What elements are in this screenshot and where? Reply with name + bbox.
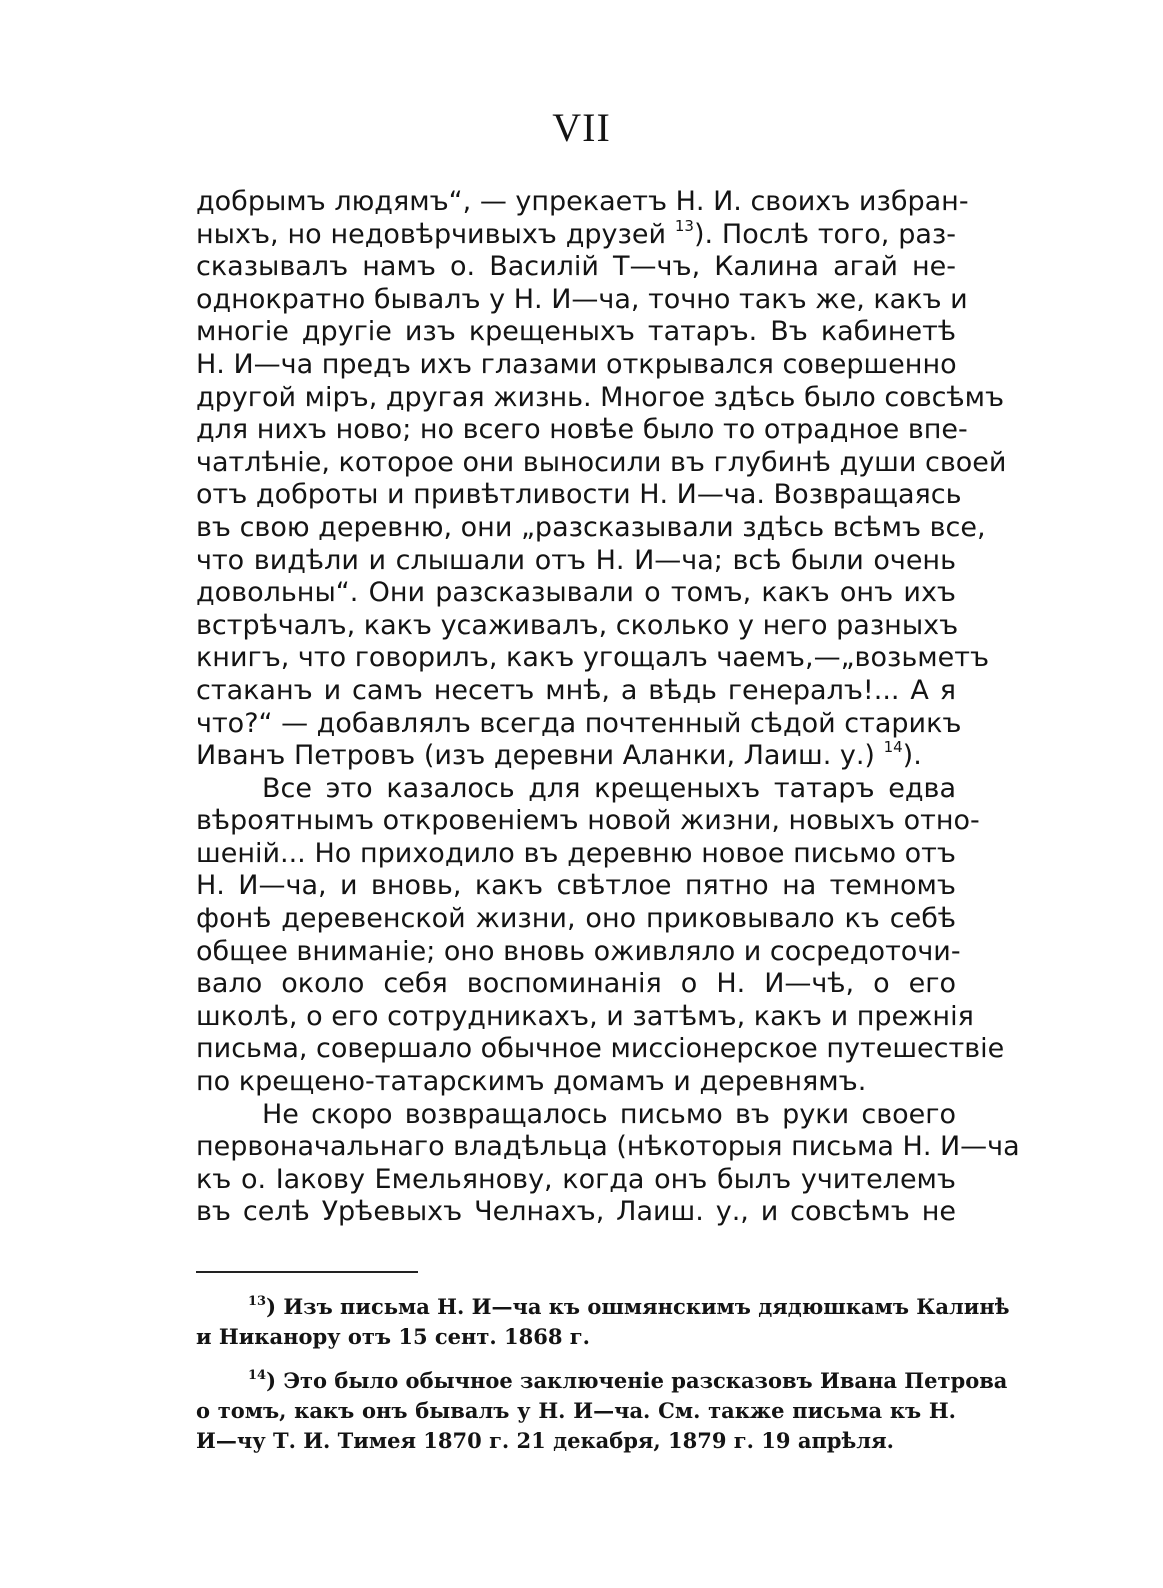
- text-line: сказывалъ намъ о. Василій Т—чъ, Калина агай не-: [196, 251, 956, 283]
- text-line: Н. И—ча, и вновь, какъ свѣтлое пятно на темномъ: [196, 870, 956, 902]
- footnote-divider: [196, 1271, 418, 1273]
- text-line: въ селѣ Урѣевыхъ Челнахъ, Лаиш. у., и совсѣмъ не: [196, 1196, 956, 1228]
- text-line: довольны“. Они разсказывали о томъ, какъ онъ ихъ: [196, 577, 956, 609]
- text-line: однократно бывалъ у Н. И—ча, точно такъ же, какъ и: [196, 283, 968, 315]
- text-line: [196, 216, 956, 252]
- text-line-part: Иванъ Петровъ (изъ деревни Аланки, Лаиш. у.): [196, 740, 875, 772]
- text-line: общее вниманіе; оно вновь оживляло и сосредоточи-: [196, 935, 961, 967]
- text-line-part: ).: [902, 740, 922, 772]
- footnotes: [196, 1292, 1010, 1456]
- text-line: многіе другіе изъ крещеныхъ татаръ. Въ кабинетѣ: [196, 316, 956, 348]
- text-line: [196, 740, 956, 773]
- text-line: встрѣчалъ, какъ усаживалъ, сколько у него разныхъ: [196, 609, 959, 641]
- text-line: чатлѣніе, которое они выносили въ глубинѣ души своей: [196, 446, 1007, 478]
- text-line: Н. И—ча предъ ихъ глазами открывался совершенно: [196, 348, 957, 380]
- page-number: VII: [552, 105, 611, 150]
- text-line: стаканъ и самъ несетъ мнѣ, а вѣдь генералъ!... А я: [196, 674, 956, 706]
- footnote-ref-13[interactable]: 13: [674, 216, 694, 235]
- footnote-line: о томъ, какъ онъ бывалъ у Н. И—ча. См. также письма къ Н.: [196, 1398, 956, 1423]
- text-line: другой міръ, другая жизнь. Многое здѣсь было совсѣмъ: [196, 381, 1005, 413]
- text-line-part: ныхъ, но недовѣрчивыхъ друзей: [196, 218, 667, 250]
- text-line: школѣ, о его сотрудникахъ, и затѣмъ, какъ и прежнія: [196, 1000, 974, 1032]
- footnote-13: [196, 1292, 1010, 1322]
- text-line: по крещено-татарскимъ домамъ и деревнямъ.: [196, 1066, 867, 1098]
- text-line: что?“ — добавлялъ всегда почтенный сѣдой старикъ: [196, 707, 962, 739]
- main-text: [196, 186, 1020, 1229]
- paragraph-start-line: Не скоро возвращалось письмо въ руки своего: [262, 1098, 956, 1130]
- text-line: шеній... Но приходило въ деревню новое письмо отъ: [196, 837, 956, 869]
- footnote-text: ) Это было обычное заключеніе разсказовъ Ивана Петрова: [266, 1368, 1008, 1393]
- footnote-14: [196, 1366, 1008, 1396]
- footnote-marker-14: 14: [248, 1368, 267, 1383]
- footnote-line: и Никанору отъ 15 сент. 1868 г.: [196, 1324, 590, 1349]
- text-line: къ о. Іакову Емельянову, когда онъ былъ учителемъ: [196, 1163, 956, 1195]
- text-line: для нихъ ново; но всего новѣе было то отрадное впе-: [196, 414, 968, 446]
- text-line: письма, совершало обычное миссіонерское путешествіе: [196, 1033, 1005, 1065]
- text-line: первоначальнаго владѣльца (нѣкоторыя письма Н. И—ча: [196, 1131, 1020, 1163]
- text-line: книгъ, что говорилъ, какъ угощалъ чаемъ,—„возьметъ: [196, 642, 990, 674]
- text-line: вало около себя воспоминанія о Н. И—чѣ, о его: [196, 968, 956, 1000]
- footnote-line: И—чу Т. И. Тимея 1870 г. 21 декабря, 1879 г. 19 апрѣля.: [196, 1428, 894, 1453]
- paragraph-start-line: Все это казалось для крещеныхъ татаръ едва: [262, 772, 956, 804]
- footnote-text: ) Изъ письма Н. И—ча къ ошмянскимъ дядюшкамъ Калинѣ: [266, 1294, 1010, 1319]
- footnote-marker-13: 13: [248, 1294, 267, 1309]
- text-line: отъ доброты и привѣтливости Н. И—ча. Возвращаясь: [196, 479, 962, 511]
- text-line: вѣроятнымъ откровеніемъ новой жизни, новыхъ отно-: [196, 805, 980, 837]
- text-line: фонѣ деревенской жизни, оно приковывало къ себѣ: [196, 903, 956, 935]
- text-line: въ свою деревню, они „разсказывали здѣсь всѣмъ все,: [196, 511, 986, 543]
- footnote-ref-14[interactable]: 14: [883, 738, 903, 757]
- text-line: что видѣли и слышали отъ Н. И—ча; всѣ были очень: [196, 544, 956, 576]
- text-line: добрымъ людямъ“, — упрекаетъ Н. И. своихъ избран-: [196, 186, 969, 217]
- text-line-part: ). Послѣ того, раз-: [693, 218, 956, 250]
